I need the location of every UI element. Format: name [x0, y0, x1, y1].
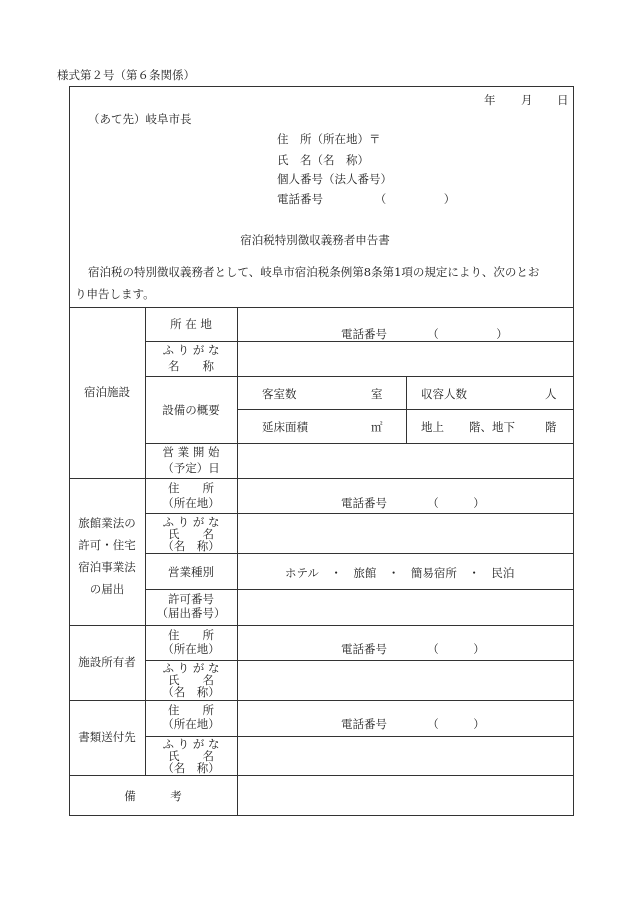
- form-number: 様式第２号（第６条関係）: [57, 68, 195, 82]
- facility-furigana-label: ふ り が な: [162, 343, 220, 357]
- start-date-label-1: 営 業 開 始: [162, 445, 220, 459]
- sender-furigana-label: ふ り が な: [162, 737, 220, 751]
- rooms-unit: 室: [371, 387, 383, 401]
- body-text-line1: 宿泊税の特別徴収義務者として、岐阜市宿泊税条例第8条第1項の規定により、次のとお: [88, 265, 540, 279]
- body-text-line2: り申告します。: [75, 287, 155, 301]
- sender-section-label: 書類送付先: [78, 730, 136, 744]
- owner-section-label: 施設所有者: [78, 655, 136, 669]
- license-section-line4: の届出: [89, 582, 125, 596]
- sender-phone: 電話番号 （ ）: [341, 717, 485, 731]
- floor-area-label: 延床面積: [262, 420, 308, 434]
- addressee: （あて先）岐阜市長: [88, 112, 192, 126]
- business-types: ホテル ・ 旅館 ・ 簡易宿所 ・ 民泊: [285, 566, 515, 580]
- start-date-label-2: （予定）日: [162, 461, 220, 475]
- floors-above-label: 地上: [421, 420, 444, 434]
- license-section-label: [69, 512, 145, 600]
- owner-furigana-label: ふ り が な: [162, 661, 220, 675]
- applicant-name: 氏 名（名 称）: [277, 153, 369, 167]
- license-address-label-1: 住 所: [168, 481, 214, 495]
- owner-name-label-1: 氏 名: [168, 673, 214, 687]
- facility-location-label: 所 在 地: [170, 317, 212, 331]
- capacity-unit: 人: [545, 387, 557, 401]
- license-section-line3: 宿泊事業法: [78, 560, 136, 574]
- date-month: 月: [521, 93, 533, 107]
- floor-area-unit: ㎡: [371, 420, 383, 434]
- sender-address-label-1: 住 所: [168, 703, 214, 717]
- rooms-label: 客室数: [262, 387, 297, 401]
- sender-address-label-2: （所在地）: [162, 717, 220, 731]
- facility-name-label: 名 称: [168, 359, 214, 373]
- license-section-line1: 旅館業法の: [78, 516, 136, 530]
- permit-number-label-1: 許可番号: [168, 592, 214, 606]
- facility-equipment-label: 設備の概要: [162, 403, 220, 417]
- date-day: 日: [557, 93, 569, 107]
- applicant-phone: 電話番号 （ ）: [277, 192, 456, 206]
- facility-section-label: 宿泊施設: [84, 385, 130, 399]
- document-title: 宿泊税特別徴収義務者申告書: [240, 233, 390, 247]
- sender-name-label-2: （名 称）: [162, 761, 220, 775]
- date-year: 年: [484, 93, 496, 107]
- license-phone: 電話番号 （ ）: [341, 496, 485, 510]
- business-type-label: 営業種別: [168, 565, 214, 579]
- owner-address-label-1: 住 所: [168, 628, 214, 642]
- facility-phone: 電話番号 （ ）: [341, 327, 508, 341]
- license-name-label-1: 氏 名: [168, 527, 214, 541]
- floors-mid-label: 階、地下: [469, 420, 515, 434]
- applicant-personal-number: 個人番号（法人番号）: [277, 172, 392, 186]
- applicant-address: 住 所（所在地）〒: [277, 132, 381, 146]
- remarks-label: 備 考: [124, 789, 182, 803]
- permit-number-label-2: （届出番号）: [156, 606, 226, 620]
- owner-address-label-2: （所在地）: [162, 642, 220, 656]
- license-furigana-label: ふ り が な: [162, 515, 220, 529]
- license-section-line2: 許可・住宅: [78, 538, 136, 552]
- license-address-label-2: （所在地）: [162, 496, 220, 510]
- owner-name-label-2: （名 称）: [162, 685, 220, 699]
- license-name-label-2: （名 称）: [162, 539, 220, 553]
- floors-unit: 階: [545, 420, 557, 434]
- owner-phone: 電話番号 （ ）: [341, 642, 485, 656]
- capacity-label: 収容人数: [421, 387, 467, 401]
- sender-name-label-1: 氏 名: [168, 749, 214, 763]
